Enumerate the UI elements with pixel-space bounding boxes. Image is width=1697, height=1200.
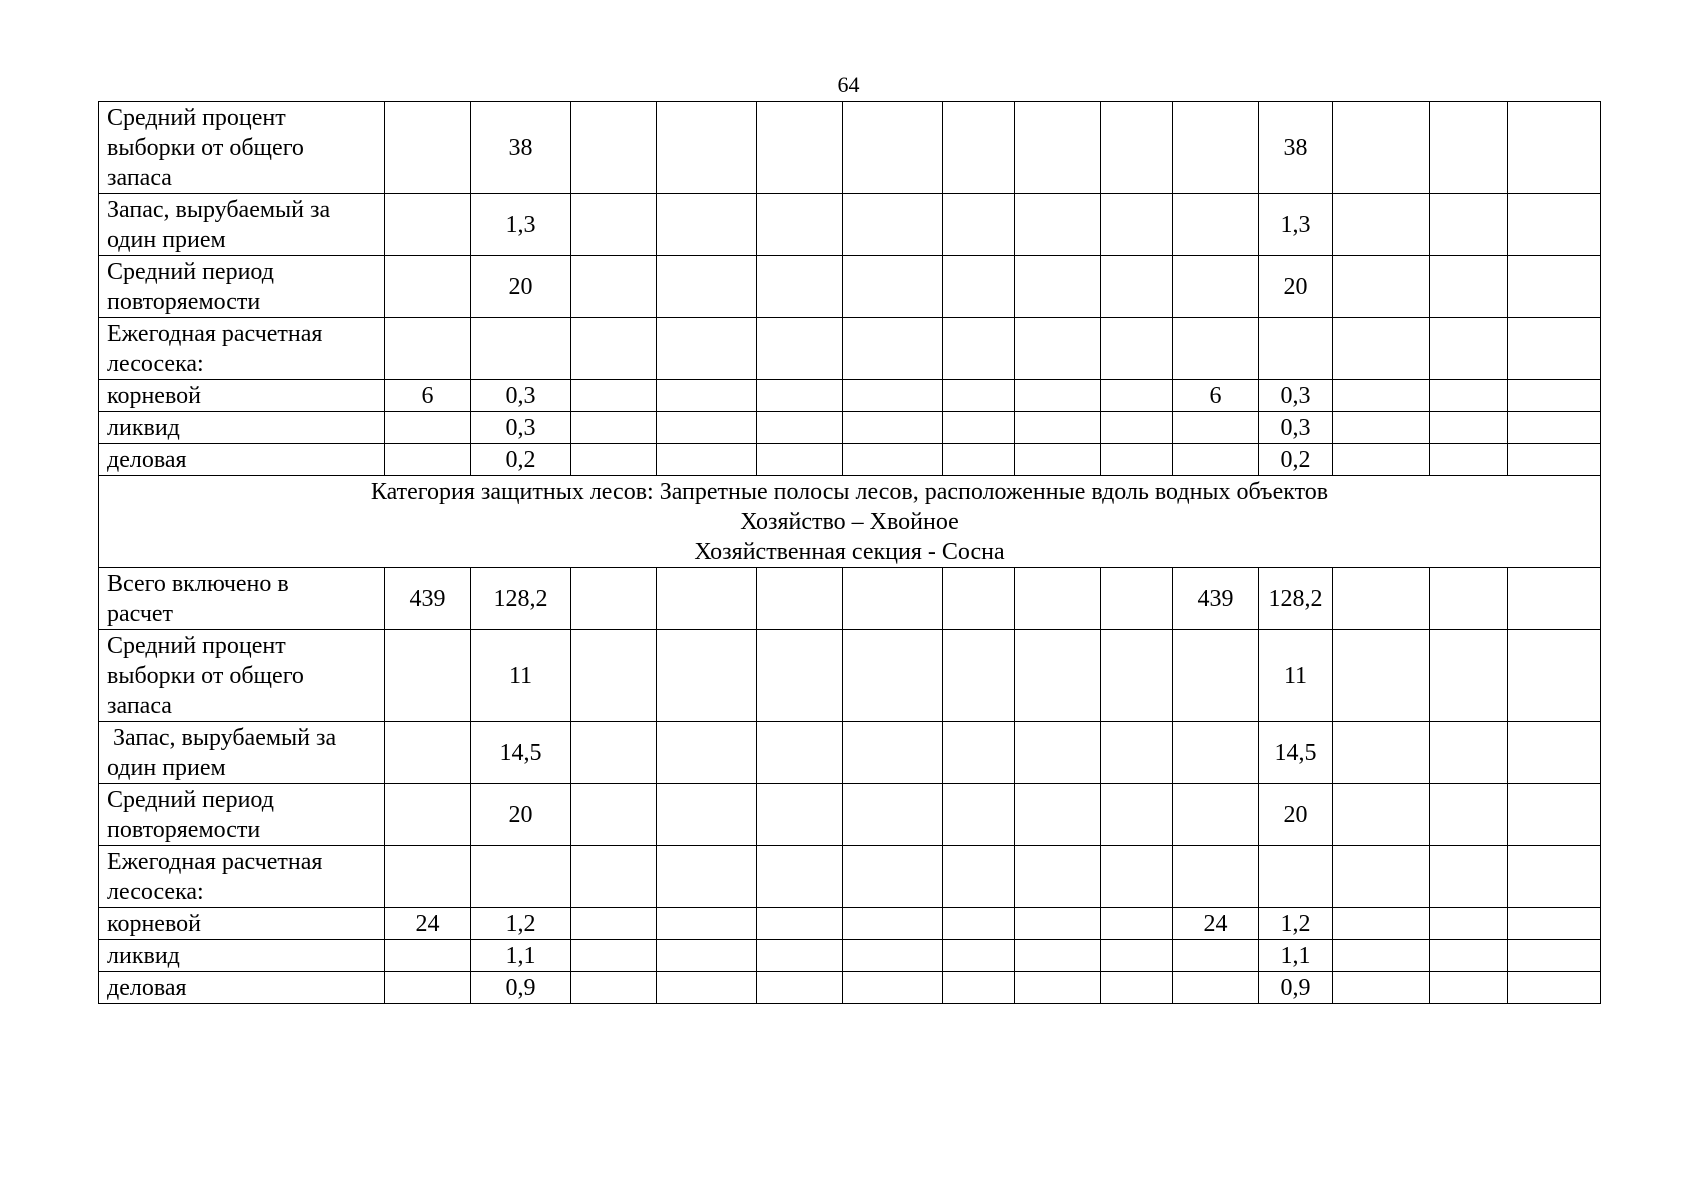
row-label-line: выборки от общего [107, 662, 304, 689]
table-cell: 6 [385, 380, 471, 412]
table-cell: 128,2 [1259, 568, 1333, 630]
section-household: Хозяйство – Хвойное [740, 508, 959, 535]
table-row [99, 380, 1601, 412]
table-cell: 0,3 [471, 412, 571, 444]
table-cell [1333, 568, 1430, 630]
table-cell [843, 380, 943, 412]
table-cell [1333, 318, 1430, 380]
table-cell [1101, 630, 1173, 722]
table-cell [843, 722, 943, 784]
row-label-cell [99, 630, 385, 722]
table-cell [757, 908, 843, 940]
row-label-cell [99, 908, 385, 940]
table-cell [1101, 102, 1173, 194]
table-cell [1430, 102, 1508, 194]
table-cell [1173, 846, 1259, 908]
table-cell [657, 908, 757, 940]
table-cell [1508, 318, 1601, 380]
table-cell [1173, 412, 1259, 444]
table-cell [757, 722, 843, 784]
row-label-line: ликвид [107, 942, 180, 969]
table-cell [1015, 630, 1101, 722]
table-cell [757, 380, 843, 412]
table-cell [1508, 568, 1601, 630]
table-cell [1333, 444, 1430, 476]
table-cell [1015, 444, 1101, 476]
table-cell: 1,1 [1259, 940, 1333, 972]
table-cell [843, 630, 943, 722]
table-cell [385, 846, 471, 908]
table-cell [571, 972, 657, 1004]
table-row [99, 318, 1601, 380]
table-cell [1015, 194, 1101, 256]
table-cell: 11 [471, 630, 571, 722]
table-cell [571, 568, 657, 630]
table-cell [1508, 722, 1601, 784]
table-cell [1101, 908, 1173, 940]
table-cell [843, 412, 943, 444]
row-label-cell [99, 972, 385, 1004]
table-cell [571, 784, 657, 846]
table-cell [943, 940, 1015, 972]
table-cell [1430, 412, 1508, 444]
table-cell [385, 444, 471, 476]
table-cell [843, 972, 943, 1004]
table-cell: 14,5 [1259, 722, 1333, 784]
row-label-line: Средний процент [107, 632, 286, 659]
table-cell [657, 380, 757, 412]
table-cell: 20 [471, 784, 571, 846]
table-cell [471, 318, 571, 380]
table-cell [1333, 940, 1430, 972]
table-cell [1508, 412, 1601, 444]
row-label-line: Ежегодная расчетная [107, 848, 323, 875]
row-label-line: деловая [107, 446, 187, 473]
table-cell [385, 784, 471, 846]
table-cell [1173, 194, 1259, 256]
table-cell [1173, 444, 1259, 476]
table-row [99, 256, 1601, 318]
table-row [99, 444, 1601, 476]
table-cell [1430, 722, 1508, 784]
table-cell [1333, 972, 1430, 1004]
table-cell: 0,9 [1259, 972, 1333, 1004]
table-row [99, 568, 1601, 630]
table-cell [657, 630, 757, 722]
table-cell [1508, 784, 1601, 846]
table-cell [1333, 722, 1430, 784]
table-cell [571, 412, 657, 444]
table-cell [657, 846, 757, 908]
row-label-cell [99, 784, 385, 846]
table-cell [1430, 380, 1508, 412]
table-cell [1173, 256, 1259, 318]
table-cell [1101, 568, 1173, 630]
table-cell [843, 940, 943, 972]
table-cell [943, 630, 1015, 722]
table-cell: 128,2 [471, 568, 571, 630]
table-cell: 1,3 [471, 194, 571, 256]
table-cell [1173, 630, 1259, 722]
table-cell [843, 318, 943, 380]
table-cell [385, 412, 471, 444]
table-cell: 0,3 [471, 380, 571, 412]
table-row [99, 972, 1601, 1004]
table-cell [1508, 256, 1601, 318]
table-cell [1015, 784, 1101, 846]
table-cell: 1,3 [1259, 194, 1333, 256]
table-cell [757, 102, 843, 194]
table-cell [1101, 972, 1173, 1004]
table-cell [385, 318, 471, 380]
table-cell [843, 444, 943, 476]
table-cell: 38 [471, 102, 571, 194]
table-cell [1430, 846, 1508, 908]
table-cell [757, 940, 843, 972]
table-cell [1508, 940, 1601, 972]
table-cell [1101, 784, 1173, 846]
row-label-cell [99, 194, 385, 256]
table-cell [657, 940, 757, 972]
table-cell [1508, 972, 1601, 1004]
table-cell [1101, 380, 1173, 412]
table-cell [943, 568, 1015, 630]
table-cell: 439 [1173, 568, 1259, 630]
table-cell [1101, 194, 1173, 256]
table-cell [1101, 940, 1173, 972]
table-cell: 0,2 [471, 444, 571, 476]
table-block-2 [99, 568, 1601, 1004]
table-row [99, 102, 1601, 194]
table-cell [1430, 940, 1508, 972]
section-header-cell [99, 476, 1601, 568]
row-label-cell [99, 846, 385, 908]
row-label-line: Средний процент [107, 104, 286, 131]
table-cell: 0,3 [1259, 412, 1333, 444]
table-cell: 20 [1259, 784, 1333, 846]
table-cell [1333, 102, 1430, 194]
table-cell [1101, 412, 1173, 444]
table-cell [843, 568, 943, 630]
row-label-line: корневой [107, 382, 201, 409]
table-cell [943, 444, 1015, 476]
row-label-line: Средний период [107, 786, 274, 813]
row-label-line: Средний период [107, 258, 274, 285]
table-cell [471, 846, 571, 908]
row-label-cell [99, 444, 385, 476]
table-cell [943, 194, 1015, 256]
table-cell: 1,2 [471, 908, 571, 940]
row-label-line: лесосека: [107, 350, 204, 377]
table-cell [757, 784, 843, 846]
row-label-line: запаса [107, 164, 172, 191]
row-label-line: Всего включено в [107, 570, 289, 597]
table-cell: 0,9 [471, 972, 571, 1004]
page-number: 64 [837, 72, 860, 97]
row-label-cell [99, 318, 385, 380]
table-row [99, 908, 1601, 940]
table-cell [571, 940, 657, 972]
table-cell [571, 722, 657, 784]
table-cell [657, 318, 757, 380]
table-cell [1015, 722, 1101, 784]
row-label-cell [99, 568, 385, 630]
row-label-line: один прием [107, 226, 226, 253]
table-row [99, 194, 1601, 256]
table-cell [1508, 444, 1601, 476]
table-cell [571, 194, 657, 256]
table-cell [657, 102, 757, 194]
table-cell [943, 256, 1015, 318]
table-cell [1333, 846, 1430, 908]
row-label-cell [99, 256, 385, 318]
table-row [99, 722, 1601, 784]
table-cell [943, 380, 1015, 412]
table-cell [1508, 194, 1601, 256]
table-cell [843, 102, 943, 194]
table-cell [757, 256, 843, 318]
table-cell [1333, 256, 1430, 318]
table-cell [1430, 444, 1508, 476]
table-cell [1015, 972, 1101, 1004]
table-cell [657, 568, 757, 630]
table-cell [657, 412, 757, 444]
row-label-line: деловая [107, 974, 187, 1001]
table-cell [843, 908, 943, 940]
section-economic-section: Хозяйственная секция - Сосна [694, 538, 1005, 565]
table-cell [1015, 380, 1101, 412]
table-cell [1015, 908, 1101, 940]
table-cell [385, 256, 471, 318]
table-cell [1333, 630, 1430, 722]
table-cell [1173, 940, 1259, 972]
table-cell [1259, 846, 1333, 908]
table-cell [1333, 380, 1430, 412]
table-cell [757, 972, 843, 1004]
table-cell [571, 846, 657, 908]
table-cell [1173, 972, 1259, 1004]
row-label-line: Запас, вырубаемый за [107, 724, 337, 751]
table-cell [1173, 318, 1259, 380]
table-cell [385, 972, 471, 1004]
table-cell [757, 412, 843, 444]
row-label-line: корневой [107, 910, 201, 937]
table-cell [1333, 194, 1430, 256]
table-cell [943, 908, 1015, 940]
table-cell: 20 [1259, 256, 1333, 318]
table-cell [1015, 256, 1101, 318]
table-cell [1508, 630, 1601, 722]
table-cell: 24 [1173, 908, 1259, 940]
table-cell [385, 940, 471, 972]
table-cell: 6 [1173, 380, 1259, 412]
table-cell [1508, 380, 1601, 412]
table-cell [1015, 412, 1101, 444]
table-cell [1508, 908, 1601, 940]
table-cell [657, 444, 757, 476]
row-label-cell [99, 722, 385, 784]
table-cell [1430, 568, 1508, 630]
table-row [99, 846, 1601, 908]
table-cell [1430, 972, 1508, 1004]
table-cell [1430, 194, 1508, 256]
table-cell [1101, 722, 1173, 784]
table-cell [1015, 940, 1101, 972]
table-cell [1333, 784, 1430, 846]
table-cell [757, 568, 843, 630]
row-label-line: расчет [107, 600, 174, 627]
table-cell: 11 [1259, 630, 1333, 722]
table-cell [1430, 318, 1508, 380]
table-cell [657, 784, 757, 846]
table-cell [385, 630, 471, 722]
table-cell [385, 722, 471, 784]
row-label-cell [99, 380, 385, 412]
section-category: Категория защитных лесов: Запретные полосы лесов, расположенные вдоль водных объектов [370, 478, 1329, 505]
row-label-line: один прием [107, 754, 226, 781]
table-cell [1430, 256, 1508, 318]
table-cell: 24 [385, 908, 471, 940]
table-cell [843, 784, 943, 846]
row-label-line: выборки от общего [107, 134, 304, 161]
table-row [99, 784, 1601, 846]
table-cell [571, 630, 657, 722]
row-label-line: Запас, вырубаемый за [107, 196, 331, 223]
table-cell [1430, 908, 1508, 940]
table-cell [1101, 318, 1173, 380]
table-cell [1508, 102, 1601, 194]
table-cell [943, 722, 1015, 784]
row-label-cell [99, 102, 385, 194]
row-label-cell [99, 412, 385, 444]
table-cell [757, 318, 843, 380]
table-cell [571, 256, 657, 318]
table-cell [657, 256, 757, 318]
row-label-line: Ежегодная расчетная [107, 320, 323, 347]
table-cell: 439 [385, 568, 471, 630]
table-cell [757, 630, 843, 722]
table-cell [843, 194, 943, 256]
table-row [99, 412, 1601, 444]
table-cell [1173, 722, 1259, 784]
table-cell [757, 444, 843, 476]
table-cell [943, 318, 1015, 380]
row-label-line: запаса [107, 692, 172, 719]
table-block-1 [99, 102, 1601, 476]
table-cell [571, 444, 657, 476]
table-cell [843, 256, 943, 318]
table-cell: 38 [1259, 102, 1333, 194]
table-cell [571, 318, 657, 380]
table-cell [1430, 784, 1508, 846]
table-row [99, 630, 1601, 722]
table-cell [385, 194, 471, 256]
table-cell: 20 [471, 256, 571, 318]
table-cell [1173, 784, 1259, 846]
table-cell [657, 194, 757, 256]
table-cell [1259, 318, 1333, 380]
table-cell [943, 102, 1015, 194]
table-section-header [99, 476, 1601, 568]
table-cell [1430, 630, 1508, 722]
table-cell: 1,2 [1259, 908, 1333, 940]
row-label-line: ликвид [107, 414, 180, 441]
table-cell [943, 412, 1015, 444]
table-cell [943, 846, 1015, 908]
row-label-cell [99, 940, 385, 972]
table-cell [1015, 846, 1101, 908]
table-cell [1333, 908, 1430, 940]
row-label-line: повторяемости [107, 816, 261, 843]
table-cell: 0,3 [1259, 380, 1333, 412]
table-cell [571, 380, 657, 412]
row-label-line: повторяемости [107, 288, 261, 315]
table-cell [1101, 444, 1173, 476]
table-cell [1333, 412, 1430, 444]
table-cell [1015, 568, 1101, 630]
table-cell [657, 972, 757, 1004]
table-row [99, 940, 1601, 972]
table-cell [943, 972, 1015, 1004]
table-cell [385, 102, 471, 194]
table-cell [757, 846, 843, 908]
table-cell [1101, 846, 1173, 908]
table-cell: 0,2 [1259, 444, 1333, 476]
allowable-cut-table [98, 101, 1601, 1004]
table-cell [1173, 102, 1259, 194]
table-cell [757, 194, 843, 256]
table-cell [843, 846, 943, 908]
table-cell [943, 784, 1015, 846]
table-cell: 1,1 [471, 940, 571, 972]
table-cell [1015, 318, 1101, 380]
table-cell [571, 908, 657, 940]
row-label-line: лесосека: [107, 878, 204, 905]
table-cell [657, 722, 757, 784]
table-cell [1508, 846, 1601, 908]
table-cell: 14,5 [471, 722, 571, 784]
table-cell [1101, 256, 1173, 318]
table-cell [571, 102, 657, 194]
table-cell [1015, 102, 1101, 194]
